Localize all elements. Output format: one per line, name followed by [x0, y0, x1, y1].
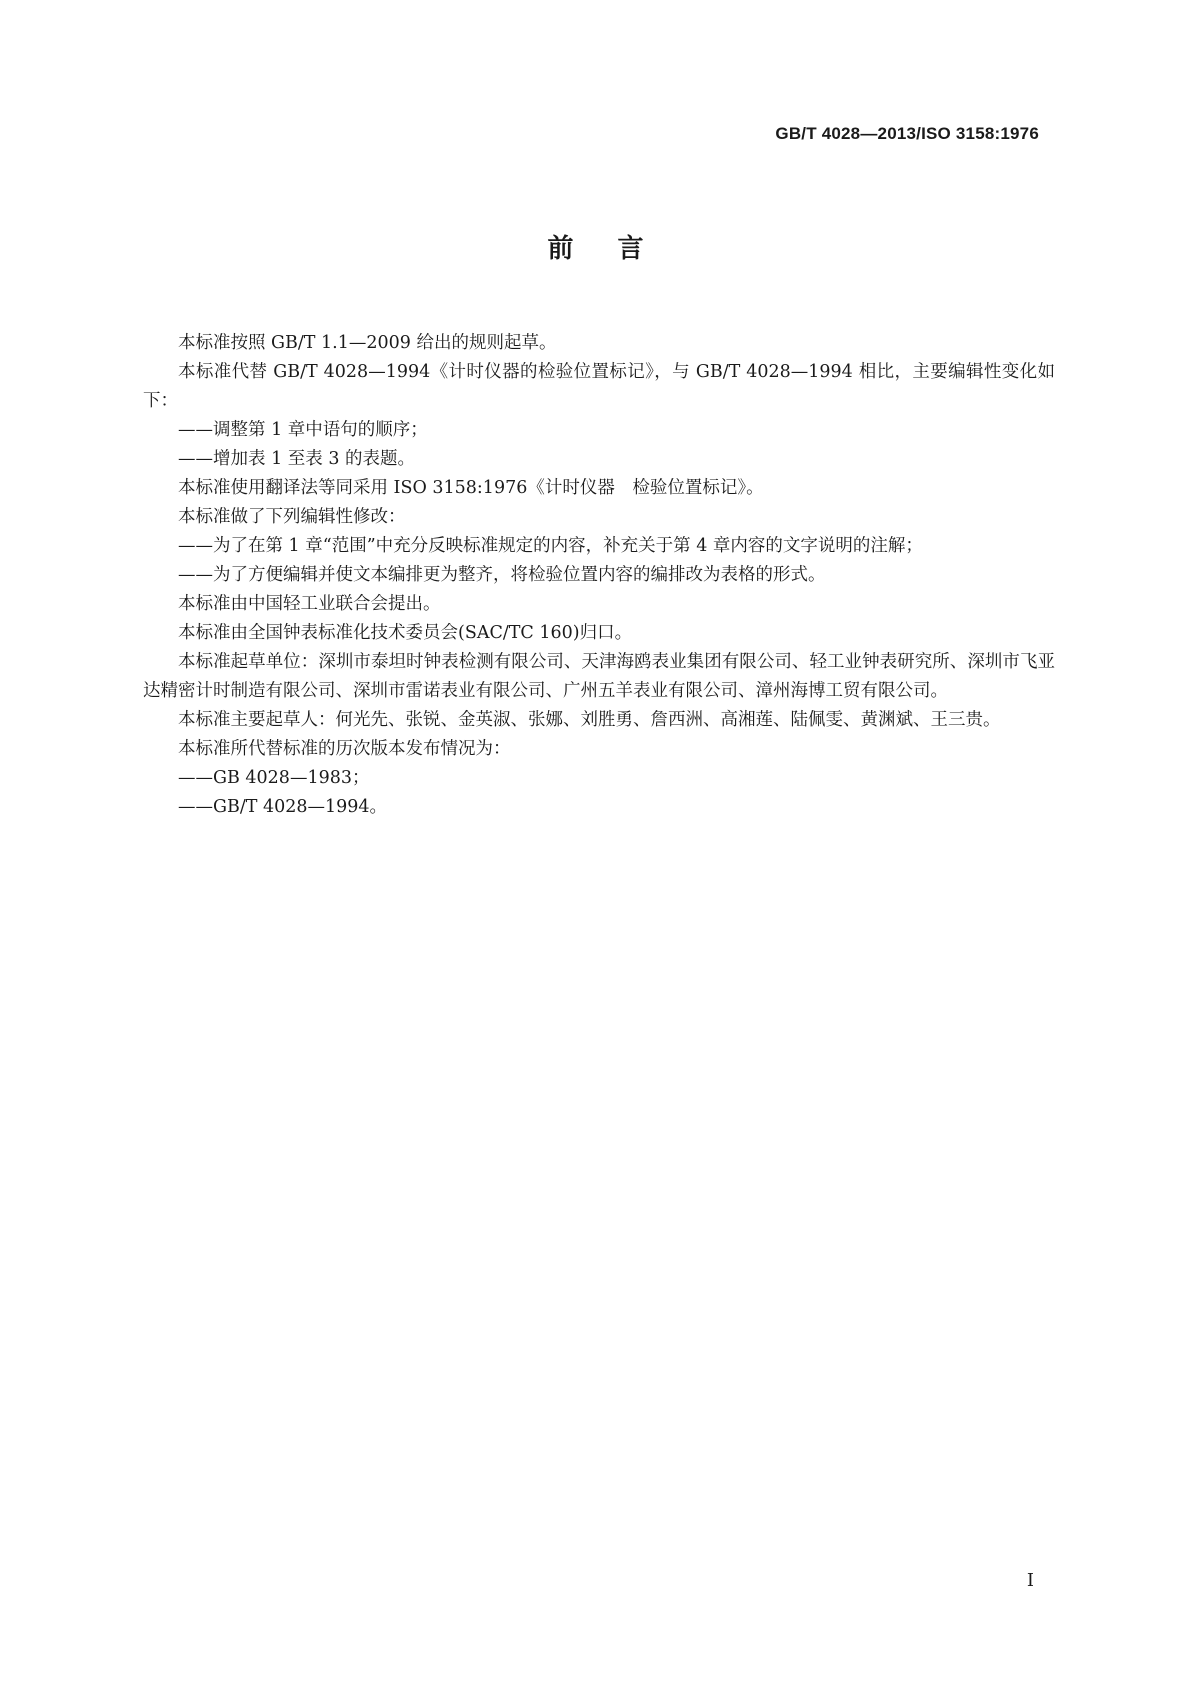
paragraph-drafters: 本标准主要起草人：何光先、张锐、金英淑、张娜、刘胜勇、詹西洲、高湘莲、陆佩雯、黄渊斌、王三贵。	[178, 710, 1001, 730]
standard-number: GB/T 4028—2013/ISO 3158:1976	[775, 124, 1039, 143]
paragraph-translation: 本标准使用翻译法等同采用 ISO 3158:1976《计时仪器 检验位置标记》。	[178, 478, 764, 498]
list-item-edit-2: ——为了方便编辑并使文本编排更为整齐，将检验位置内容的编排改为表格的形式。	[178, 565, 826, 585]
list-item-edit-1: ——为了在第 1 章“范围”中充分反映标准规定的内容，补充关于第 4 章内容的文字说明的注解；	[178, 536, 923, 556]
paragraph-drafting-rules: 本标准按照 GB/T 1.1—2009 给出的规则起草。	[178, 333, 557, 353]
paragraph-committee: 本标准由全国钟表标准化技术委员会(SAC/TC 160)归口。	[178, 623, 633, 643]
list-item-history-1: ——GB 4028—1983；	[178, 768, 370, 788]
list-item-change-2: ——增加表 1 至表 3 的表题。	[178, 449, 416, 469]
list-item-change-1: ——调整第 1 章中语句的顺序；	[178, 420, 428, 440]
page-number: I	[1026, 1570, 1034, 1591]
list-item-history-2: ——GB/T 4028—1994。	[178, 797, 388, 817]
paragraph-replaces: 本标准代替 GB/T 4028—1994《计时仪器的检验位置标记》，与 GB/T 4028—1994 相比，主要编辑性变化如下：	[143, 362, 1055, 411]
paragraph-drafting-units: 本标准起草单位：深圳市泰坦时钟表检测有限公司、天津海鸥表业集团有限公司、轻工业钟表研究所、深圳市飞亚达精密计时制造有限公司、深圳市雷诺表业有限公司、广州五羊表业有限公司、漳州海博工贸有限公司。	[143, 652, 1055, 701]
paragraph-history: 本标准所代替标准的历次版本发布情况为：	[178, 739, 511, 759]
paragraph-proposer: 本标准由中国轻工业联合会提出。	[178, 594, 441, 614]
page-title: 前言	[547, 234, 688, 264]
foreword-body	[143, 329, 1055, 822]
paragraph-edits: 本标准做了下列编辑性修改：	[178, 507, 406, 527]
